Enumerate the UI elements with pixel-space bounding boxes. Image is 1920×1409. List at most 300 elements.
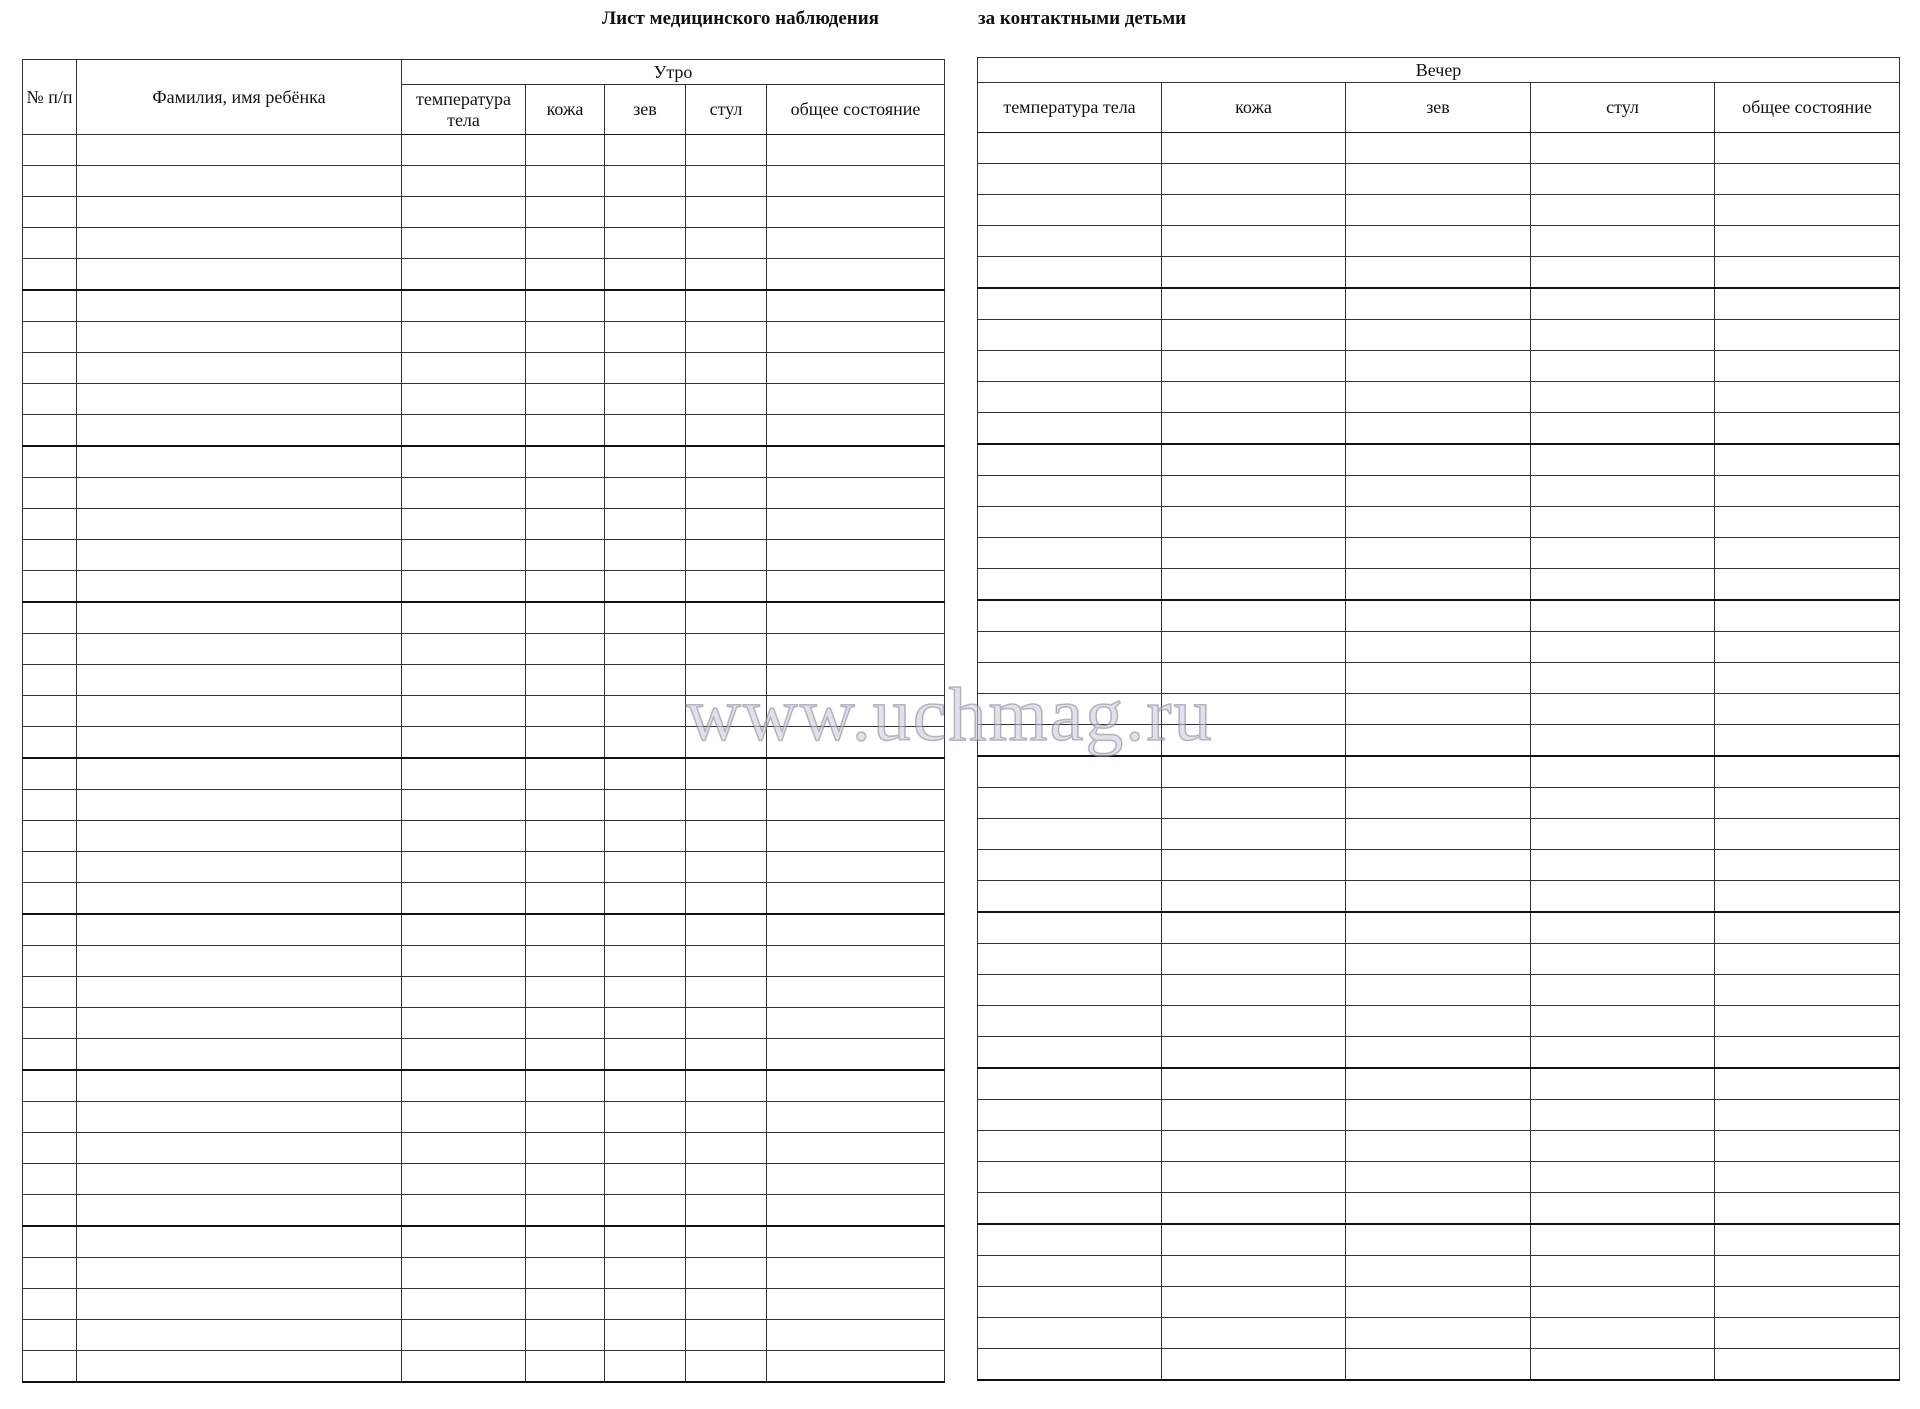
table-cell[interactable] [1715, 257, 1900, 289]
table-cell[interactable] [605, 478, 686, 509]
table-cell[interactable] [605, 1320, 686, 1351]
table-cell[interactable] [526, 1133, 605, 1164]
table-cell[interactable] [767, 758, 945, 790]
table-cell[interactable] [686, 478, 767, 509]
table-cell[interactable] [605, 166, 686, 197]
table-cell[interactable] [526, 509, 605, 540]
table-cell[interactable] [402, 197, 526, 228]
table-cell[interactable] [767, 1102, 945, 1133]
table-cell[interactable] [77, 1102, 402, 1133]
table-cell[interactable] [978, 1224, 1162, 1256]
table-cell[interactable] [1715, 1100, 1900, 1131]
table-cell[interactable] [77, 758, 402, 790]
table-cell[interactable] [77, 478, 402, 509]
table-cell[interactable] [978, 1162, 1162, 1193]
table-cell[interactable] [1715, 1162, 1900, 1193]
table-cell[interactable] [23, 509, 77, 540]
table-cell[interactable] [1346, 1349, 1531, 1381]
table-cell[interactable] [767, 571, 945, 603]
table-cell[interactable] [402, 1226, 526, 1258]
table-cell[interactable] [1162, 881, 1346, 913]
table-cell[interactable] [1715, 663, 1900, 694]
table-cell[interactable] [686, 790, 767, 821]
table-cell[interactable] [978, 195, 1162, 226]
table-cell[interactable] [1346, 850, 1531, 881]
table-cell[interactable] [1346, 1068, 1531, 1100]
table-cell[interactable] [767, 821, 945, 852]
table-cell[interactable] [767, 446, 945, 478]
table-cell[interactable] [686, 353, 767, 384]
table-cell[interactable] [1715, 975, 1900, 1006]
table-cell[interactable] [23, 1133, 77, 1164]
table-cell[interactable] [526, 571, 605, 603]
table-cell[interactable] [686, 758, 767, 790]
table-cell[interactable] [526, 665, 605, 696]
table-cell[interactable] [605, 571, 686, 603]
table-cell[interactable] [526, 259, 605, 291]
table-cell[interactable] [1715, 819, 1900, 850]
table-cell[interactable] [23, 446, 77, 478]
table-cell[interactable] [1346, 1100, 1531, 1131]
table-cell[interactable] [402, 914, 526, 946]
table-cell[interactable] [767, 914, 945, 946]
table-cell[interactable] [1531, 351, 1715, 382]
table-cell[interactable] [1531, 881, 1715, 913]
table-cell[interactable] [1715, 444, 1900, 476]
table-cell[interactable] [1531, 226, 1715, 257]
table-cell[interactable] [526, 290, 605, 322]
table-cell[interactable] [767, 197, 945, 228]
table-cell[interactable] [1715, 476, 1900, 507]
table-cell[interactable] [1531, 444, 1715, 476]
table-cell[interactable] [605, 1289, 686, 1320]
table-cell[interactable] [1162, 756, 1346, 788]
table-cell[interactable] [1531, 850, 1715, 881]
table-cell[interactable] [1531, 1349, 1715, 1381]
table-cell[interactable] [1162, 444, 1346, 476]
table-cell[interactable] [526, 1008, 605, 1039]
table-cell[interactable] [605, 696, 686, 727]
table-cell[interactable] [526, 634, 605, 665]
table-cell[interactable] [402, 977, 526, 1008]
table-cell[interactable] [1346, 944, 1531, 975]
table-cell[interactable] [978, 288, 1162, 320]
table-cell[interactable] [605, 353, 686, 384]
table-cell[interactable] [978, 444, 1162, 476]
table-cell[interactable] [1715, 226, 1900, 257]
table-cell[interactable] [1346, 133, 1531, 164]
table-cell[interactable] [1531, 476, 1715, 507]
table-cell[interactable] [1162, 1287, 1346, 1318]
table-cell[interactable] [77, 1351, 402, 1383]
table-cell[interactable] [402, 727, 526, 759]
table-cell[interactable] [767, 977, 945, 1008]
table-cell[interactable] [1162, 1256, 1346, 1287]
table-cell[interactable] [686, 446, 767, 478]
table-cell[interactable] [1162, 1349, 1346, 1381]
table-cell[interactable] [767, 1164, 945, 1195]
table-cell[interactable] [978, 538, 1162, 569]
table-cell[interactable] [1346, 413, 1531, 445]
table-cell[interactable] [1715, 288, 1900, 320]
table-cell[interactable] [526, 946, 605, 977]
table-cell[interactable] [605, 322, 686, 353]
table-cell[interactable] [1531, 975, 1715, 1006]
table-cell[interactable] [1162, 226, 1346, 257]
table-cell[interactable] [686, 540, 767, 571]
table-cell[interactable] [1162, 912, 1346, 944]
table-cell[interactable] [978, 382, 1162, 413]
table-cell[interactable] [767, 1226, 945, 1258]
table-cell[interactable] [978, 912, 1162, 944]
table-cell[interactable] [402, 166, 526, 197]
table-cell[interactable] [1346, 725, 1531, 757]
table-cell[interactable] [77, 883, 402, 915]
table-cell[interactable] [402, 634, 526, 665]
table-cell[interactable] [1715, 881, 1900, 913]
table-cell[interactable] [77, 821, 402, 852]
table-cell[interactable] [605, 1039, 686, 1071]
table-cell[interactable] [1162, 382, 1346, 413]
table-cell[interactable] [402, 415, 526, 447]
table-cell[interactable] [686, 634, 767, 665]
table-cell[interactable] [605, 727, 686, 759]
table-cell[interactable] [77, 696, 402, 727]
table-cell[interactable] [77, 1195, 402, 1227]
table-cell[interactable] [402, 1320, 526, 1351]
table-cell[interactable] [767, 228, 945, 259]
table-cell[interactable] [526, 540, 605, 571]
table-cell[interactable] [686, 696, 767, 727]
table-cell[interactable] [686, 852, 767, 883]
table-cell[interactable] [686, 509, 767, 540]
table-cell[interactable] [1531, 1068, 1715, 1100]
table-cell[interactable] [1346, 788, 1531, 819]
table-cell[interactable] [1346, 1006, 1531, 1037]
table-cell[interactable] [402, 1070, 526, 1102]
table-cell[interactable] [526, 228, 605, 259]
table-cell[interactable] [1346, 756, 1531, 788]
table-cell[interactable] [1715, 413, 1900, 445]
table-cell[interactable] [1162, 944, 1346, 975]
table-cell[interactable] [605, 446, 686, 478]
table-cell[interactable] [77, 1133, 402, 1164]
table-cell[interactable] [77, 1070, 402, 1102]
table-cell[interactable] [23, 696, 77, 727]
table-cell[interactable] [767, 790, 945, 821]
table-cell[interactable] [77, 197, 402, 228]
table-cell[interactable] [978, 1100, 1162, 1131]
table-cell[interactable] [1162, 195, 1346, 226]
table-cell[interactable] [1162, 164, 1346, 195]
table-cell[interactable] [23, 1164, 77, 1195]
table-cell[interactable] [978, 632, 1162, 663]
table-cell[interactable] [1346, 257, 1531, 289]
table-cell[interactable] [526, 1195, 605, 1227]
table-cell[interactable] [978, 320, 1162, 351]
table-cell[interactable] [605, 634, 686, 665]
table-cell[interactable] [1162, 725, 1346, 757]
table-cell[interactable] [23, 197, 77, 228]
table-cell[interactable] [1715, 164, 1900, 195]
table-cell[interactable] [1346, 694, 1531, 725]
table-cell[interactable] [1715, 725, 1900, 757]
table-cell[interactable] [767, 259, 945, 291]
table-cell[interactable] [686, 135, 767, 166]
table-cell[interactable] [767, 1320, 945, 1351]
table-cell[interactable] [1346, 1193, 1531, 1225]
table-cell[interactable] [1531, 257, 1715, 289]
table-cell[interactable] [1531, 694, 1715, 725]
table-cell[interactable] [1346, 382, 1531, 413]
table-cell[interactable] [1346, 538, 1531, 569]
table-cell[interactable] [1162, 1100, 1346, 1131]
table-cell[interactable] [23, 290, 77, 322]
table-cell[interactable] [686, 1226, 767, 1258]
table-cell[interactable] [23, 665, 77, 696]
table-cell[interactable] [605, 665, 686, 696]
table-cell[interactable] [402, 135, 526, 166]
table-cell[interactable] [1715, 1006, 1900, 1037]
table-cell[interactable] [77, 1320, 402, 1351]
table-cell[interactable] [978, 944, 1162, 975]
table-cell[interactable] [686, 571, 767, 603]
table-cell[interactable] [605, 883, 686, 915]
table-cell[interactable] [767, 883, 945, 915]
table-cell[interactable] [77, 384, 402, 415]
table-cell[interactable] [1162, 1006, 1346, 1037]
table-cell[interactable] [23, 1102, 77, 1133]
table-cell[interactable] [1531, 632, 1715, 663]
table-cell[interactable] [978, 164, 1162, 195]
table-cell[interactable] [686, 727, 767, 759]
table-cell[interactable] [1162, 351, 1346, 382]
table-cell[interactable] [686, 1289, 767, 1320]
table-cell[interactable] [402, 602, 526, 634]
table-cell[interactable] [402, 1008, 526, 1039]
table-cell[interactable] [767, 1039, 945, 1071]
table-cell[interactable] [978, 850, 1162, 881]
table-cell[interactable] [526, 914, 605, 946]
table-cell[interactable] [526, 478, 605, 509]
table-cell[interactable] [1162, 819, 1346, 850]
table-cell[interactable] [23, 790, 77, 821]
table-cell[interactable] [978, 1068, 1162, 1100]
table-cell[interactable] [1162, 850, 1346, 881]
table-cell[interactable] [23, 634, 77, 665]
table-cell[interactable] [23, 540, 77, 571]
table-cell[interactable] [1346, 1037, 1531, 1069]
table-cell[interactable] [402, 852, 526, 883]
table-cell[interactable] [605, 758, 686, 790]
table-cell[interactable] [1531, 1131, 1715, 1162]
table-cell[interactable] [978, 788, 1162, 819]
table-cell[interactable] [978, 1318, 1162, 1349]
table-cell[interactable] [1531, 1318, 1715, 1349]
table-cell[interactable] [77, 1008, 402, 1039]
table-cell[interactable] [23, 1289, 77, 1320]
table-cell[interactable] [1531, 538, 1715, 569]
table-cell[interactable] [1162, 600, 1346, 632]
table-cell[interactable] [402, 446, 526, 478]
table-cell[interactable] [1531, 1256, 1715, 1287]
table-cell[interactable] [978, 1256, 1162, 1287]
table-cell[interactable] [767, 1258, 945, 1289]
table-cell[interactable] [686, 384, 767, 415]
table-cell[interactable] [1531, 1037, 1715, 1069]
table-cell[interactable] [526, 852, 605, 883]
table-cell[interactable] [1162, 1193, 1346, 1225]
table-cell[interactable] [767, 602, 945, 634]
table-cell[interactable] [1531, 663, 1715, 694]
table-cell[interactable] [23, 1320, 77, 1351]
table-cell[interactable] [1715, 600, 1900, 632]
table-cell[interactable] [402, 478, 526, 509]
table-cell[interactable] [605, 509, 686, 540]
table-cell[interactable] [686, 415, 767, 447]
table-cell[interactable] [1715, 1349, 1900, 1381]
table-cell[interactable] [686, 977, 767, 1008]
table-cell[interactable] [1162, 476, 1346, 507]
table-cell[interactable] [1346, 444, 1531, 476]
table-cell[interactable] [402, 1195, 526, 1227]
table-cell[interactable] [1346, 912, 1531, 944]
table-cell[interactable] [1346, 507, 1531, 538]
table-cell[interactable] [978, 600, 1162, 632]
table-cell[interactable] [23, 758, 77, 790]
table-cell[interactable] [767, 852, 945, 883]
table-cell[interactable] [1715, 1037, 1900, 1069]
table-cell[interactable] [77, 665, 402, 696]
table-cell[interactable] [605, 259, 686, 291]
table-cell[interactable] [1531, 320, 1715, 351]
table-cell[interactable] [1715, 320, 1900, 351]
table-cell[interactable] [1715, 1224, 1900, 1256]
table-cell[interactable] [605, 384, 686, 415]
table-cell[interactable] [1162, 1224, 1346, 1256]
table-cell[interactable] [1531, 819, 1715, 850]
table-cell[interactable] [686, 1008, 767, 1039]
table-cell[interactable] [526, 1102, 605, 1133]
table-cell[interactable] [1162, 788, 1346, 819]
table-cell[interactable] [526, 1039, 605, 1071]
table-cell[interactable] [1346, 195, 1531, 226]
table-cell[interactable] [526, 1320, 605, 1351]
table-cell[interactable] [686, 914, 767, 946]
table-cell[interactable] [605, 1195, 686, 1227]
table-cell[interactable] [978, 1349, 1162, 1381]
table-cell[interactable] [77, 135, 402, 166]
table-cell[interactable] [23, 1258, 77, 1289]
table-cell[interactable] [77, 602, 402, 634]
table-cell[interactable] [1346, 1318, 1531, 1349]
table-cell[interactable] [978, 413, 1162, 445]
table-cell[interactable] [77, 727, 402, 759]
table-cell[interactable] [526, 602, 605, 634]
table-cell[interactable] [77, 322, 402, 353]
table-cell[interactable] [1346, 164, 1531, 195]
table-cell[interactable] [1346, 351, 1531, 382]
table-cell[interactable] [605, 197, 686, 228]
table-cell[interactable] [605, 1226, 686, 1258]
table-cell[interactable] [767, 1351, 945, 1383]
table-cell[interactable] [1715, 382, 1900, 413]
table-cell[interactable] [23, 1039, 77, 1071]
table-cell[interactable] [526, 166, 605, 197]
table-cell[interactable] [1162, 1037, 1346, 1069]
table-cell[interactable] [23, 478, 77, 509]
table-cell[interactable] [1346, 1224, 1531, 1256]
table-cell[interactable] [1531, 507, 1715, 538]
table-cell[interactable] [767, 946, 945, 977]
table-cell[interactable] [1162, 133, 1346, 164]
table-cell[interactable] [767, 696, 945, 727]
table-cell[interactable] [1162, 507, 1346, 538]
table-cell[interactable] [767, 1070, 945, 1102]
table-cell[interactable] [605, 1133, 686, 1164]
table-cell[interactable] [77, 977, 402, 1008]
table-cell[interactable] [1162, 257, 1346, 289]
table-cell[interactable] [1715, 850, 1900, 881]
table-cell[interactable] [605, 790, 686, 821]
table-cell[interactable] [1346, 881, 1531, 913]
table-cell[interactable] [402, 384, 526, 415]
table-cell[interactable] [978, 351, 1162, 382]
table-cell[interactable] [1715, 632, 1900, 663]
table-cell[interactable] [1715, 1287, 1900, 1318]
table-cell[interactable] [77, 852, 402, 883]
table-cell[interactable] [1346, 819, 1531, 850]
table-cell[interactable] [77, 1258, 402, 1289]
table-cell[interactable] [526, 1351, 605, 1383]
table-cell[interactable] [526, 1164, 605, 1195]
table-cell[interactable] [686, 665, 767, 696]
table-cell[interactable] [526, 1226, 605, 1258]
table-cell[interactable] [605, 1008, 686, 1039]
table-cell[interactable] [1715, 788, 1900, 819]
table-cell[interactable] [1162, 1318, 1346, 1349]
table-cell[interactable] [77, 446, 402, 478]
table-cell[interactable] [402, 946, 526, 977]
table-cell[interactable] [526, 322, 605, 353]
table-cell[interactable] [77, 259, 402, 291]
table-cell[interactable] [767, 384, 945, 415]
table-cell[interactable] [978, 756, 1162, 788]
table-cell[interactable] [77, 946, 402, 977]
table-cell[interactable] [605, 602, 686, 634]
table-cell[interactable] [1715, 694, 1900, 725]
table-cell[interactable] [402, 509, 526, 540]
table-cell[interactable] [77, 290, 402, 322]
table-cell[interactable] [402, 790, 526, 821]
table-cell[interactable] [402, 540, 526, 571]
table-cell[interactable] [978, 975, 1162, 1006]
table-cell[interactable] [77, 634, 402, 665]
table-cell[interactable] [402, 1164, 526, 1195]
table-cell[interactable] [1346, 1287, 1531, 1318]
table-cell[interactable] [1346, 975, 1531, 1006]
table-cell[interactable] [402, 1258, 526, 1289]
table-cell[interactable] [526, 727, 605, 759]
table-cell[interactable] [1715, 944, 1900, 975]
table-cell[interactable] [978, 725, 1162, 757]
table-cell[interactable] [23, 384, 77, 415]
table-cell[interactable] [402, 883, 526, 915]
table-cell[interactable] [402, 290, 526, 322]
table-cell[interactable] [23, 135, 77, 166]
table-cell[interactable] [23, 883, 77, 915]
table-cell[interactable] [978, 507, 1162, 538]
